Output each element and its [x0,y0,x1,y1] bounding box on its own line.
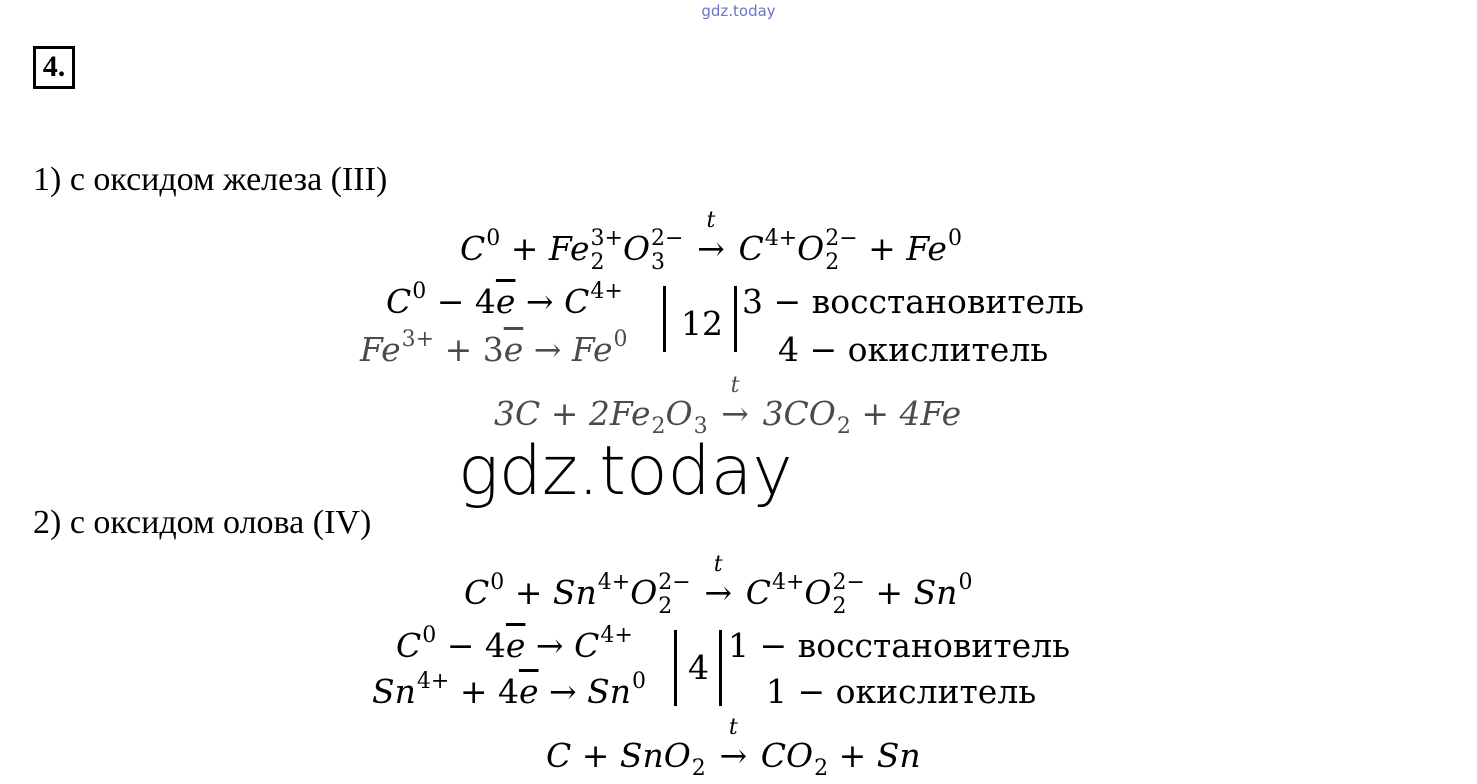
section1-heading: 1) с оксидом железа (III) [33,161,388,198]
section2-heading: 2) с оксидом олова (IV) [33,504,372,541]
section1-final-equation: $3C + 2Fe_2O_3$ t → $3CO_2 + 4Fe$ [494,373,962,439]
section2-half-reaction-2: $Sn^{4+} + 4\overline{e} \to Sn^0$ [372,669,647,711]
section1-role-reducer: 3 − восстановитель [742,282,1085,321]
section2-main-equation: $C^0 + Sn^{4+}O$ 2− 2 t → $C^{4+}O$ 2− 2 + Sn$^0$ [464,552,973,619]
balance-divider [719,630,722,706]
balance-divider [674,630,677,706]
task-number: 4. [33,46,75,89]
section2-role-oxidizer: 1 − окислитель [766,672,1037,711]
section2-lcm: 4 [688,648,709,687]
watermark-top: gdz.today [701,2,776,20]
reaction-arrow: t → [721,373,749,433]
watermark-big: gdz.today [458,432,793,511]
section1-role-oxidizer: 4 − окислитель [778,330,1049,369]
section1-half-reaction-1: $C^0 - 4\overline{e} \to C^{4+}$ [386,279,623,321]
section2-final-equation: C + SnO$_2$ t → $CO_2 + Sn$ [546,715,921,781]
section1-main-equation: $C^0 + Fe$ 3+ 2 O 2− 3 t → $C^{4+}O$ 2− 2 + Fe$^0$ [460,208,962,275]
reaction-arrow: t → [719,715,748,775]
reaction-arrow: t → [697,208,725,268]
section2-half-reaction-1: $C^0 - 4\overline{e} \to C^{4+}$ [396,623,633,665]
reaction-arrow: t → [704,552,733,612]
balance-divider [734,286,737,352]
section1-half-reaction-2: $Fe^{3+} + 3\overline{e} \to Fe^0$ [360,327,628,369]
section2-role-reducer: 1 − восстановитель [728,626,1071,665]
balance-divider [663,286,666,352]
section1-lcm: 12 [681,304,723,343]
